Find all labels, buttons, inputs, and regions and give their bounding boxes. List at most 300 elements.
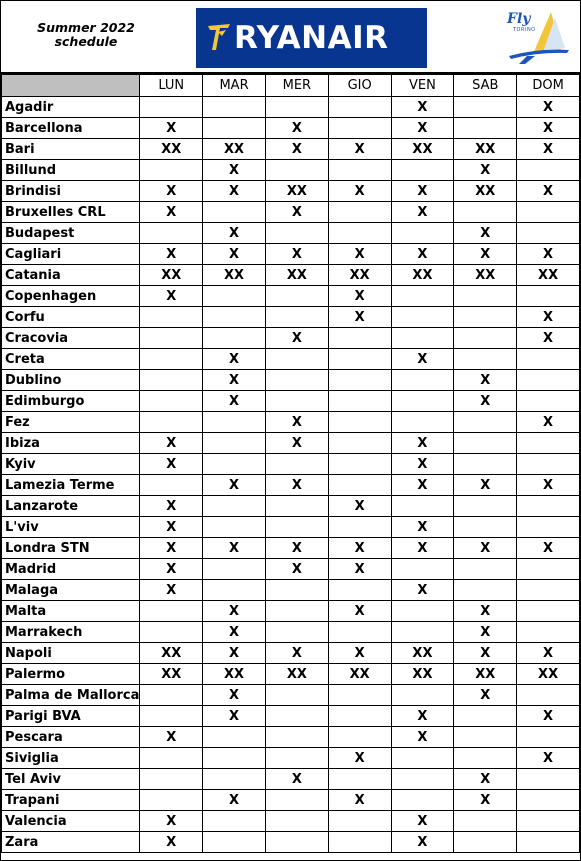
flight-mark-ven [391, 286, 454, 307]
route-row [2, 370, 580, 391]
route-row [2, 202, 580, 223]
flight-mark-sab: X [454, 244, 517, 265]
flight-mark-dom: X [517, 181, 580, 202]
flight-mark-ven: X [391, 433, 454, 454]
flight-mark-sab: XX [454, 181, 517, 202]
flight-mark-sab: X [454, 223, 517, 244]
flight-mark-gio: X [328, 790, 391, 811]
flight-mark-mar: X [203, 601, 266, 622]
flight-mark-ven: XX [391, 265, 454, 286]
flight-mark-ven [391, 601, 454, 622]
route-city: Parigi BVA [2, 706, 140, 727]
flight-mark-sab: X [454, 391, 517, 412]
flight-mark-mar [203, 517, 266, 538]
flight-mark-ven [391, 370, 454, 391]
flight-mark-gio [328, 160, 391, 181]
flight-mark-ven [391, 412, 454, 433]
flight-mark-gio: X [328, 181, 391, 202]
flight-mark-lun [140, 160, 203, 181]
flight-mark-sab [454, 496, 517, 517]
schedule-title-line1: Summer 2022 [37, 20, 135, 35]
flight-mark-sab [454, 727, 517, 748]
flight-mark-lun: X [140, 580, 203, 601]
flight-mark-sab [454, 118, 517, 139]
flight-mark-gio [328, 622, 391, 643]
flight-mark-ven: X [391, 706, 454, 727]
route-row [2, 496, 580, 517]
flight-mark-lun: X [140, 202, 203, 223]
flight-mark-mer: X [265, 328, 328, 349]
route-city: Brindisi [2, 181, 140, 202]
route-row [2, 97, 580, 118]
route-city: Londra STN [2, 538, 140, 559]
flight-mark-mar [203, 118, 266, 139]
flight-mark-mer [265, 685, 328, 706]
flight-mark-mar [203, 433, 266, 454]
flight-mark-dom [517, 349, 580, 370]
flight-mark-dom: X [517, 328, 580, 349]
flight-mark-ven: XX [391, 643, 454, 664]
flight-mark-ven [391, 391, 454, 412]
route-row [2, 769, 580, 790]
flight-mark-ven: X [391, 475, 454, 496]
flight-mark-dom: XX [517, 664, 580, 685]
day-header-gio: GIO [328, 75, 391, 97]
day-header-lun: LUN [140, 75, 203, 97]
route-row [2, 664, 580, 685]
flight-mark-lun [140, 475, 203, 496]
flight-mark-mar: X [203, 538, 266, 559]
route-row [2, 454, 580, 475]
flight-mark-ven [391, 160, 454, 181]
flight-mark-mar [203, 748, 266, 769]
flight-mark-lun [140, 391, 203, 412]
flight-mark-gio: X [328, 307, 391, 328]
flight-mark-mar [203, 307, 266, 328]
flight-mark-sab: X [454, 622, 517, 643]
route-row [2, 244, 580, 265]
flight-mark-mar [203, 559, 266, 580]
route-city: Trapani [2, 790, 140, 811]
route-row [2, 286, 580, 307]
flight-mark-sab: X [454, 643, 517, 664]
flight-mark-mer [265, 727, 328, 748]
flight-mark-mar [203, 97, 266, 118]
schedule-title-line2: schedule [54, 34, 118, 49]
flight-mark-lun [140, 412, 203, 433]
route-city: Bari [2, 139, 140, 160]
flight-mark-lun: X [140, 244, 203, 265]
flight-mark-sab [454, 349, 517, 370]
flight-mark-gio [328, 454, 391, 475]
flight-mark-mer: XX [265, 265, 328, 286]
flight-mark-lun: XX [140, 139, 203, 160]
flight-mark-sab: XX [454, 265, 517, 286]
flight-mark-lun [140, 328, 203, 349]
route-row [2, 601, 580, 622]
flight-mark-sab [454, 412, 517, 433]
flight-mark-dom [517, 496, 580, 517]
route-table-body [2, 97, 580, 853]
flight-mark-sab [454, 286, 517, 307]
flight-mark-gio [328, 580, 391, 601]
flight-mark-mer: X [265, 244, 328, 265]
flight-mark-mar: X [203, 475, 266, 496]
flight-mark-ven [391, 790, 454, 811]
flight-mark-dom [517, 769, 580, 790]
flight-mark-lun: XX [140, 643, 203, 664]
flight-mark-mer [265, 454, 328, 475]
route-row [2, 181, 580, 202]
flight-mark-dom: X [517, 643, 580, 664]
flight-mark-gio [328, 97, 391, 118]
flight-mark-lun: X [140, 559, 203, 580]
flight-mark-dom: X [517, 97, 580, 118]
flight-mark-mar [203, 202, 266, 223]
flight-mark-gio [328, 412, 391, 433]
day-header-row [2, 75, 580, 97]
flight-mark-lun: X [140, 496, 203, 517]
flight-mark-ven: X [391, 349, 454, 370]
flight-mark-mer [265, 496, 328, 517]
flight-mark-mer: X [265, 433, 328, 454]
flight-mark-mar [203, 811, 266, 832]
flight-mark-mer [265, 790, 328, 811]
flight-mark-gio: X [328, 559, 391, 580]
route-row [2, 538, 580, 559]
flight-mark-lun [140, 97, 203, 118]
flight-mark-gio: X [328, 538, 391, 559]
flight-mark-mer [265, 307, 328, 328]
flight-mark-mar: XX [203, 664, 266, 685]
fly-torino-logo [503, 10, 573, 66]
flight-mark-mer [265, 391, 328, 412]
flight-mark-gio [328, 727, 391, 748]
flight-mark-dom: X [517, 244, 580, 265]
flight-mark-mer: X [265, 643, 328, 664]
route-city: Pescara [2, 727, 140, 748]
route-city: Siviglia [2, 748, 140, 769]
flight-mark-mer [265, 832, 328, 853]
header-corner-cell [2, 75, 140, 97]
flight-mark-dom [517, 433, 580, 454]
route-row [2, 706, 580, 727]
flight-mark-dom [517, 223, 580, 244]
flight-mark-mer [265, 601, 328, 622]
flight-mark-mar: X [203, 685, 266, 706]
flight-mark-gio: X [328, 139, 391, 160]
flight-mark-sab: X [454, 685, 517, 706]
ryanair-logo-text: RYANAIR [234, 20, 389, 56]
flight-mark-mar [203, 496, 266, 517]
flight-mark-sab [454, 559, 517, 580]
flight-mark-mar [203, 328, 266, 349]
flight-mark-lun: X [140, 727, 203, 748]
route-row [2, 517, 580, 538]
route-row [2, 727, 580, 748]
flight-mark-sab [454, 433, 517, 454]
flight-mark-mar: X [203, 160, 266, 181]
flight-mark-sab [454, 202, 517, 223]
flight-mark-dom: X [517, 307, 580, 328]
day-header-sab: SAB [454, 75, 517, 97]
route-row [2, 391, 580, 412]
flight-mark-gio [328, 769, 391, 790]
flight-mark-lun: X [140, 517, 203, 538]
route-row [2, 580, 580, 601]
flight-mark-gio [328, 832, 391, 853]
flight-mark-ven: XX [391, 664, 454, 685]
flight-mark-mar [203, 286, 266, 307]
flight-mark-sab [454, 307, 517, 328]
schedule-table [1, 74, 580, 853]
flight-mark-ven: X [391, 517, 454, 538]
flight-mark-lun [140, 706, 203, 727]
route-city: Budapest [2, 223, 140, 244]
flight-mark-sab: XX [454, 664, 517, 685]
route-city: Cracovia [2, 328, 140, 349]
route-row [2, 811, 580, 832]
flight-mark-sab [454, 706, 517, 727]
flight-mark-ven: X [391, 118, 454, 139]
flight-mark-sab [454, 454, 517, 475]
day-header-mar: MAR [203, 75, 266, 97]
flight-mark-lun: XX [140, 664, 203, 685]
route-row [2, 685, 580, 706]
flight-mark-mer [265, 370, 328, 391]
flight-mark-ven [391, 748, 454, 769]
flight-mark-mer [265, 811, 328, 832]
flight-mark-mer [265, 223, 328, 244]
flight-mark-lun: X [140, 118, 203, 139]
flight-mark-mar: X [203, 223, 266, 244]
route-city: Palma de Mallorca [2, 685, 140, 706]
flight-mark-mar: X [203, 181, 266, 202]
flight-mark-dom: X [517, 748, 580, 769]
flight-mark-mer [265, 97, 328, 118]
flight-mark-mar: X [203, 622, 266, 643]
flight-mark-gio: X [328, 244, 391, 265]
flight-mark-mer: X [265, 559, 328, 580]
flight-mark-ven: X [391, 97, 454, 118]
flight-mark-lun [140, 622, 203, 643]
flight-mark-mer [265, 622, 328, 643]
route-city: Edimburgo [2, 391, 140, 412]
route-city: Billund [2, 160, 140, 181]
route-row [2, 832, 580, 853]
flight-mark-lun: X [140, 286, 203, 307]
flight-mark-gio [328, 685, 391, 706]
route-row [2, 307, 580, 328]
flight-mark-mar: X [203, 790, 266, 811]
flight-mark-sab [454, 328, 517, 349]
route-city: Napoli [2, 643, 140, 664]
route-row [2, 433, 580, 454]
flight-mark-ven: X [391, 181, 454, 202]
flight-mark-mar: X [203, 706, 266, 727]
flight-mark-sab [454, 580, 517, 601]
flight-mark-lun [140, 223, 203, 244]
flight-mark-ven [391, 769, 454, 790]
flight-mark-dom [517, 580, 580, 601]
flight-mark-mer [265, 580, 328, 601]
flight-mark-gio [328, 475, 391, 496]
flight-mark-sab [454, 832, 517, 853]
route-city: Creta [2, 349, 140, 370]
flight-mark-dom: X [517, 118, 580, 139]
flight-mark-lun: X [140, 433, 203, 454]
flight-mark-dom [517, 454, 580, 475]
route-city: Madrid [2, 559, 140, 580]
route-city: Fez [2, 412, 140, 433]
flight-mark-gio: X [328, 748, 391, 769]
flight-mark-mar: X [203, 643, 266, 664]
flight-mark-mer [265, 706, 328, 727]
flight-mark-lun [140, 790, 203, 811]
flight-mark-dom [517, 601, 580, 622]
fly-logo-text: Fly [507, 11, 531, 27]
flight-mark-dom [517, 370, 580, 391]
route-row [2, 265, 580, 286]
flight-mark-gio [328, 391, 391, 412]
flight-mark-ven: X [391, 832, 454, 853]
route-city: Dublino [2, 370, 140, 391]
flight-mark-lun: X [140, 832, 203, 853]
flight-mark-sab: X [454, 790, 517, 811]
flight-mark-ven: X [391, 454, 454, 475]
flight-mark-ven [391, 223, 454, 244]
flight-mark-mer [265, 517, 328, 538]
day-header-dom: DOM [517, 75, 580, 97]
flight-mark-dom: X [517, 139, 580, 160]
route-row [2, 139, 580, 160]
flight-mark-sab: X [454, 538, 517, 559]
flight-mark-mer: X [265, 475, 328, 496]
route-city: Marrakech [2, 622, 140, 643]
flight-mark-mar: X [203, 370, 266, 391]
route-city: Tel Aviv [2, 769, 140, 790]
flight-mark-mar: XX [203, 139, 266, 160]
harp-icon [206, 22, 232, 52]
flight-mark-sab [454, 811, 517, 832]
flight-mark-gio [328, 118, 391, 139]
flight-mark-ven: X [391, 538, 454, 559]
flight-mark-sab: X [454, 475, 517, 496]
route-row [2, 559, 580, 580]
flight-mark-dom [517, 160, 580, 181]
flight-mark-lun: X [140, 454, 203, 475]
route-city: Corfu [2, 307, 140, 328]
flight-mark-mer [265, 349, 328, 370]
schedule-title [21, 21, 151, 49]
flight-mark-mar: X [203, 391, 266, 412]
route-city: Ibiza [2, 433, 140, 454]
route-city: Catania [2, 265, 140, 286]
route-row [2, 748, 580, 769]
flight-mark-dom: X [517, 706, 580, 727]
flight-mark-mar: X [203, 349, 266, 370]
ryanair-logo [196, 8, 427, 68]
route-row [2, 328, 580, 349]
flight-mark-ven: X [391, 244, 454, 265]
flight-mark-sab: X [454, 601, 517, 622]
route-city: Lamezia Terme [2, 475, 140, 496]
flight-mark-lun: XX [140, 265, 203, 286]
flight-mark-mer: X [265, 202, 328, 223]
flight-mark-sab: X [454, 160, 517, 181]
route-city: Barcellona [2, 118, 140, 139]
flight-mark-ven [391, 307, 454, 328]
route-city: Malta [2, 601, 140, 622]
flight-mark-mar [203, 727, 266, 748]
flight-mark-lun [140, 307, 203, 328]
flight-mark-sab [454, 748, 517, 769]
flight-mark-dom [517, 685, 580, 706]
route-row [2, 790, 580, 811]
flight-mark-gio: X [328, 496, 391, 517]
flight-mark-ven [391, 622, 454, 643]
flight-mark-mer [265, 160, 328, 181]
flight-mark-ven: X [391, 727, 454, 748]
flight-mark-lun [140, 769, 203, 790]
route-city: Malaga [2, 580, 140, 601]
flight-mark-gio: X [328, 643, 391, 664]
flight-mark-gio: XX [328, 265, 391, 286]
route-row [2, 349, 580, 370]
route-city: Bruxelles CRL [2, 202, 140, 223]
flight-mark-gio [328, 202, 391, 223]
flight-mark-gio [328, 349, 391, 370]
flight-mark-dom [517, 622, 580, 643]
flight-mark-sab: X [454, 769, 517, 790]
flight-mark-gio [328, 433, 391, 454]
flight-mark-gio [328, 706, 391, 727]
flight-mark-sab [454, 517, 517, 538]
flight-mark-gio: XX [328, 664, 391, 685]
flight-mark-mar [203, 832, 266, 853]
flight-mark-mar [203, 454, 266, 475]
route-city: Valencia [2, 811, 140, 832]
flight-mark-lun [140, 370, 203, 391]
flight-mark-mer: XX [265, 181, 328, 202]
flight-mark-gio [328, 370, 391, 391]
flight-mark-gio [328, 328, 391, 349]
flight-mark-mer: X [265, 118, 328, 139]
flight-mark-gio: X [328, 601, 391, 622]
flight-mark-dom: XX [517, 265, 580, 286]
flight-mark-lun [140, 349, 203, 370]
fly-logo-subtext: TORINO [513, 27, 536, 33]
flight-mark-sab: X [454, 370, 517, 391]
flight-mark-dom [517, 517, 580, 538]
flight-mark-dom [517, 559, 580, 580]
route-city: Palermo [2, 664, 140, 685]
flight-mark-gio [328, 811, 391, 832]
route-city: Copenhagen [2, 286, 140, 307]
route-row [2, 223, 580, 244]
flight-mark-lun: X [140, 538, 203, 559]
flight-mark-lun [140, 748, 203, 769]
route-row [2, 118, 580, 139]
flight-mark-mar [203, 580, 266, 601]
flight-mark-ven: X [391, 811, 454, 832]
flight-mark-dom [517, 286, 580, 307]
flight-mark-gio: X [328, 286, 391, 307]
flight-mark-dom [517, 811, 580, 832]
flight-mark-mar: X [203, 244, 266, 265]
flight-mark-gio [328, 517, 391, 538]
flight-mark-ven [391, 328, 454, 349]
